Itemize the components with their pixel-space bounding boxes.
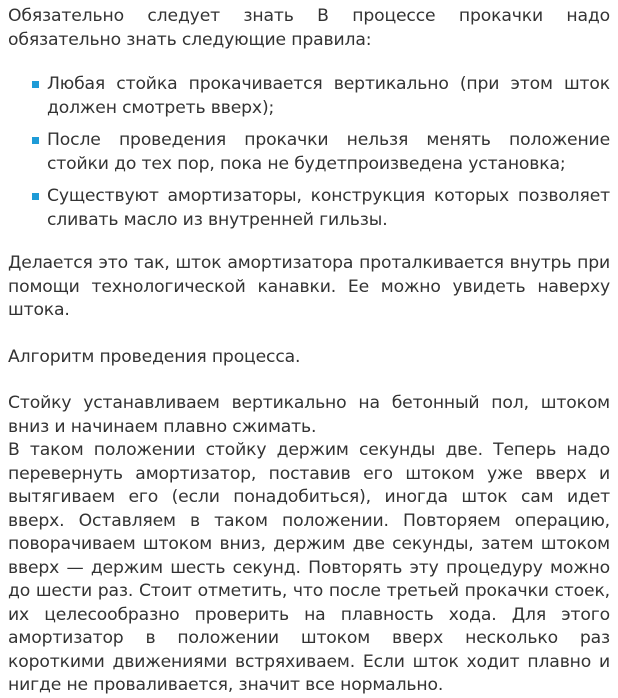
rules-list [8,73,610,232]
intro-paragraph: Обязательно следует знать В процессе прокачки надо обязательно знать следующие правила: [8,6,610,50]
explanation-paragraph: Делается это так, шток амортизатора проталкивается внутрь при помощи технологической канавки. Ее можно увидеть наверху штока. [8,253,610,320]
rule-text: После проведения прокачки нельзя менять положение стойки до тех пор, пока не будетпроизведена установка; [47,130,610,174]
algorithm-heading-paragraph: Алгоритм проведения процесса. [8,346,301,367]
list-item [32,185,610,232]
rule-text: Существуют амортизаторы, конструкция которых позволяет сливать масло из внутренней гильзы. [47,186,610,230]
step-paragraph-1: Стойку устанавливаем вертикально на бетонный пол, штоком вниз и начинаем плавно сжимать. [8,393,610,437]
square-bullet-icon [32,81,39,88]
square-bullet-icon [32,193,39,200]
rule-text: Любая стойка прокачивается вертикально (при этом шток должен смотреть вверх); [47,74,610,118]
square-bullet-icon [32,137,39,144]
list-item [32,73,610,120]
list-item [32,129,610,176]
step-paragraph-2: В таком положении стойку держим секунды две. Теперь надо перевернуть амортизатор, поставив его штоком уже вверх и вытягиваем его (если понадобиться), иногда шток сам идет вверх. Оставляем в таком положении. Повторяем операцию, поворачиваем штоком вниз, держим две секунды, затем штоком вверх — держим шесть секунд. Повторять эту процедуру можно до шести раз. Стоит отметить, что после третьей прокачки стоек, их целесообразно проверить на плавность хода. Для этого амортизатор в положении штоком вверх несколько раз короткими движениями встряхиваем. Если шток ходит плавно и нигде не проваливается, значит все нормально. [8,440,610,695]
